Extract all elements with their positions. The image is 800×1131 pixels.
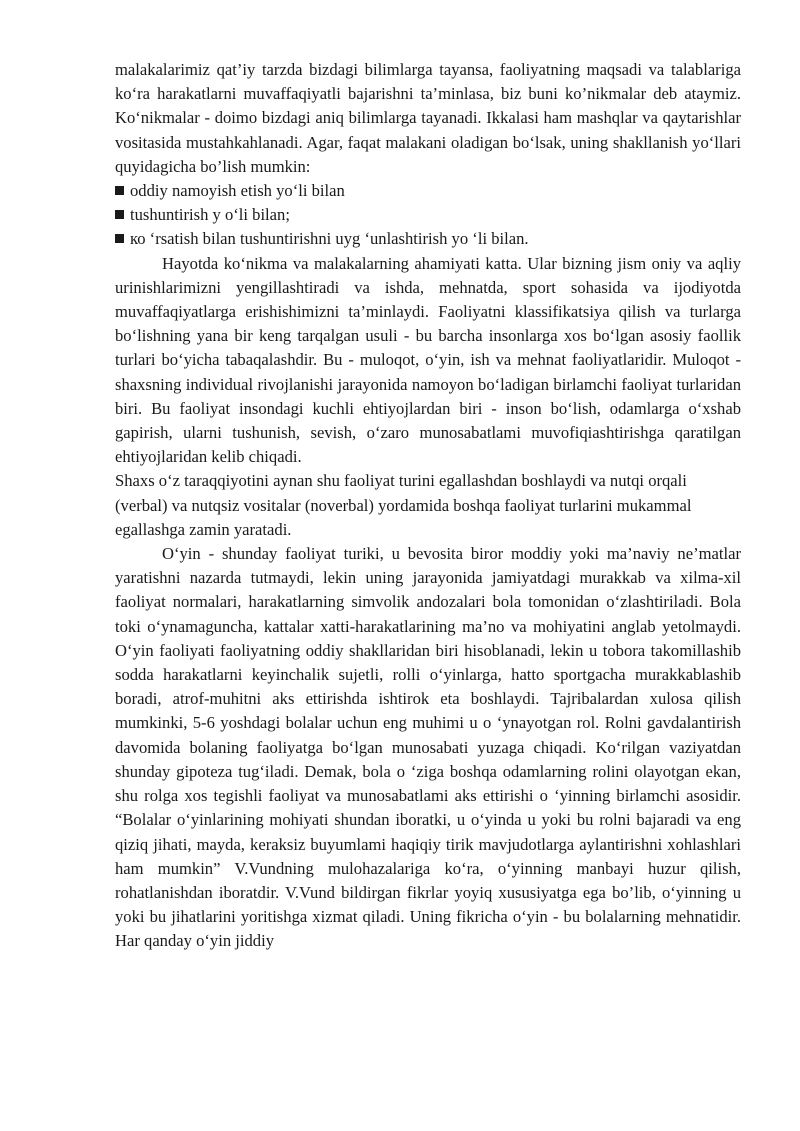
list-item: [115, 179, 741, 203]
list-item-text: oddiy namoyish etish yo‘li bilan: [130, 181, 345, 201]
list-item-text: ко ‘rsatish bilan tushuntirishni uyg ‘unlashtirish yo ‘li bilan.: [130, 229, 529, 249]
list-item-text: tushuntirish y o‘li bilan;: [130, 205, 290, 225]
square-bullet-icon: [115, 234, 124, 243]
paragraph-personality: Shaxs o‘z taraqqiyotini aynan shu faoliyat turini egallashdan boshlaydi va nutqi orqali (verbal) va nutqsiz vositalar (noverbal) yordamida boshqa faoliyat turlarini mukammal egallashga zamin yaratadi.: [115, 471, 692, 539]
paragraph-intro: malakalarimiz qat’iy tarzda bizdagi bilimlarga tayansa, faoliyatning maqsadi va talablariga ko‘ra harakatlarni muvaffaqiyatli bajarishni ta’minlasa, biz buni ko’nikmalar deb ataymiz. Ko‘nikmalar - doimo bizdagi aniq bilimlarga tayanadi. Ikkalasi ham mashqlar va qaytarishlar vositasida mustahkahlanadi. Agar, faqat malakani oladigan bo‘lsak, uning shakllanish yo‘llari quyidagicha bo’lish mumkin:: [115, 60, 741, 176]
paragraph-play: O‘yin - shunday faoliyat turiki, u bevosita biror moddiy yoki ma’naviy ne’matlar yaratishni nazarda tutmaydi, lekin uning jarayonida jamiyatdagi murakkab va xilma-xil faoliyat normalari, harakatlarning simvolik andozalari bola tomonidan o‘zlashtiriladi. Bola toki o‘ynamaguncha, kattalar xatti-harakatlarining ma’no va mohiyatini anglab yetolmaydi. O‘yin faoliyati faoliyatning oddiy shakllaridan biri hisoblanadi, lekin u tobora takomillashib sodda harakatlarni keyinchalik sujetli, rolli o‘yinlarga, hatto sportgacha murakkablashib boradi, atrof-muhitni aks ettirishda ishtirok eta boshlaydi. Tajribalardan xulosa qilish mumkinki, 5-6 yoshdagi bolalar uchun eng muhimi u o ‘ynayotgan rol. Rolni gavdalantirish davomida bolaning faoliyatga bo‘lgan munosabati yuzaga chiqadi. Ko‘rilgan vaziyatdan shunday gipoteza tug‘iladi. Demak, bola o ‘ziga boshqa odamlarning rolini olayotgan ekan, shu rolga xos tegishli faoliyat va munosabatlami aks ettirishi o ‘yinning birlamchi asosidir. “Bolalar o‘yinlarining mohiyati shundan iboratki, u o‘yinda u yoki bu rolni bajaradi va eng qiziq jihati, mayda, keraksiz buyumlami haqiqiy tirik mavjudotlarga aylantirishni xohlashlari ham mumkin” V.Vundning mulohazalariga ko‘ra, o‘yinning manbayi huzur qilish, rohatlanishdan iboratdir. V.Vund bildirgan fikrlar yoyiq xususiyatga ega bo’lib, o‘yinning u yoki bu jihatlarini yoritishga xizmat qiladi. Uning fikricha o‘yin - bu bolalarning mehnatidir. Har qanday o‘yin jiddiy: [115, 544, 741, 951]
bullet-list: [115, 179, 741, 252]
document-page: [115, 58, 741, 954]
square-bullet-icon: [115, 210, 124, 219]
list-item: [115, 203, 741, 227]
square-bullet-icon: [115, 186, 124, 195]
list-item: [115, 227, 741, 251]
paragraph-skills: Hayotda ko‘nikma va malakalarning ahamiyati katta. Ular bizning jism oniy va aqliy urinishlarimizni yengillashtiradi va ishda, mehnatda, sport sohasida va ijodiyotda muvaffaqiyatlarga erishishimizni ta’minlaydi. Faoliyatni klassifikatsiya qilish va turlarga bo‘lishning yana bir keng tarqalgan usuli - bu barcha insonlarga xos bo‘lgan asosiy faollik turlari bo‘yicha tabaqalashdir. Bu - muloqot, o‘yin, ish va mehnat faoliyatlaridir. Muloqot - shaxsning individual rivojlanishi jarayonida namoyon bo‘ladigan birlamchi faoliyat turlaridan biri. Bu faoliyat insondagi kuchli ehtiyojlardan biri - inson bo‘lish, odamlarga o‘xshab gapirish, ularni tushunish, sevish, o‘zaro munosabatlami muvofiqiashtirishga qaratilgan ehtiyojlaridan kelib chiqadi.: [115, 253, 741, 467]
